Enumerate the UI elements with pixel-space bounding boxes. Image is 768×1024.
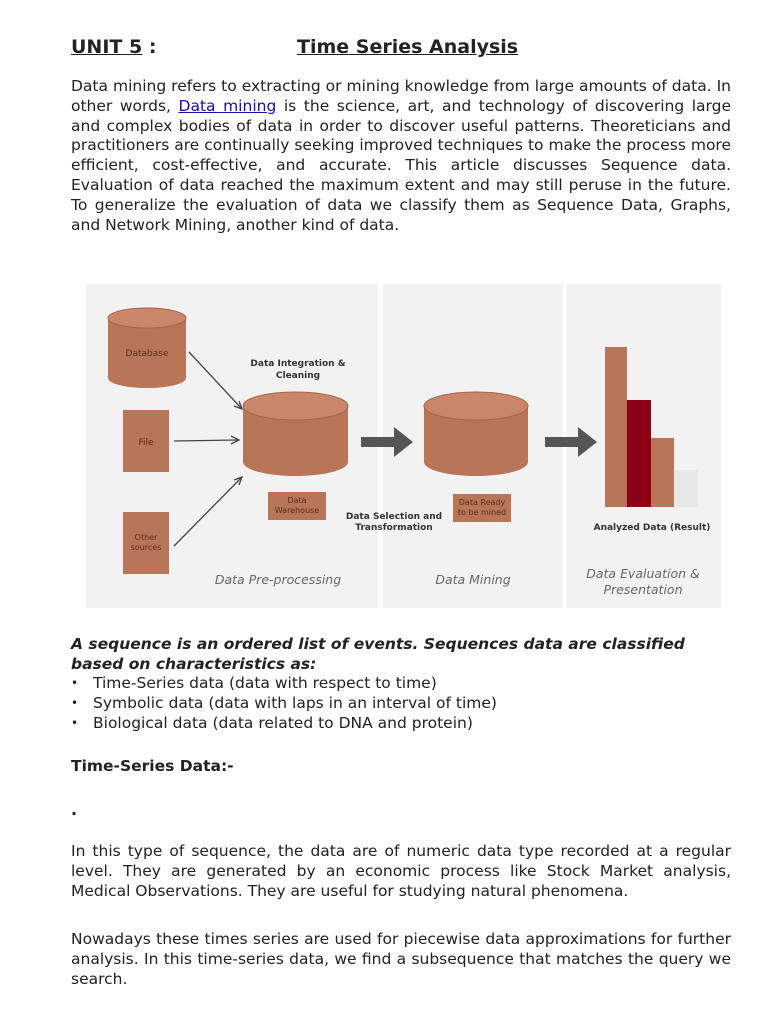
other-sources-label-2: sources	[130, 543, 162, 552]
stray-dot: .	[71, 800, 78, 819]
list-item: • Symbolic data (data with laps in an interval of time)	[71, 693, 497, 712]
sequence-types-list	[71, 674, 497, 733]
selection-label-2: Transformation	[355, 523, 433, 533]
result-bar-4	[674, 470, 698, 507]
integration-label-1: Data Integration &	[250, 359, 346, 369]
bullet-icon: •	[71, 695, 79, 710]
data-mining-link[interactable]: Data mining	[178, 96, 277, 115]
other-sources-box-icon	[123, 512, 169, 574]
file-box-icon	[123, 410, 169, 472]
list-item: • Biological data (data related to DNA and protein)	[71, 713, 473, 732]
page-title	[71, 36, 731, 62]
result-bar-3	[651, 438, 674, 507]
process-diagram	[86, 284, 721, 608]
intro-paragraph: Data mining refers to extracting or mining knowledge from large amounts of data. In other words, Data mining is the science, art, and technology of discovering large and complex bodies of data in order to discover useful patterns. Theoreticians and practitioners are continually seeking improved techniques to make the process more efficient, cost-effective, and accurate. This article discusses Sequence data. Evaluation of data reached the maximum extent and may still peruse in the future. To generalize the evaluation of data we classify them as Sequence Data, Graphs, and Network Mining, another kind of data.	[71, 77, 732, 234]
bullet-icon: •	[71, 676, 79, 690]
sequence-intro: A sequence is an ordered list of events. Sequences data are classified based on characteristics as:	[71, 635, 685, 673]
integration-label-2: Cleaning	[275, 371, 321, 381]
analyzed-label: Analyzed Data (Result)	[593, 523, 711, 533]
stage-evaluation-label-1: Data Evaluation &	[586, 566, 700, 581]
warehouse-cylinder-icon	[243, 392, 348, 476]
list-item: • Time-Series data (data with respect to time)	[71, 674, 437, 692]
file-label: File	[138, 438, 154, 448]
result-bar-1	[605, 347, 627, 507]
ready-label-1: Data Ready	[458, 498, 506, 507]
mining-cylinder-icon	[424, 392, 528, 476]
database-label: Database	[125, 349, 169, 359]
warehouse-label-2: Warehouse	[274, 506, 320, 515]
stage-preprocessing-label: Data Pre-processing	[214, 572, 342, 587]
time-series-paragraph: In this type of sequence, the data are of numeric data type recorded at a regular level. They are generated by an economic process like Stock Market analysis, Medical Observations. They are useful for studying natural phenomena.	[71, 842, 731, 900]
result-bar-2	[627, 400, 651, 507]
stage-mining-label: Data Mining	[435, 572, 511, 587]
ready-label-2: to be mined	[457, 508, 507, 517]
other-sources-label-1: Other	[134, 533, 158, 542]
approximation-paragraph: Nowadays these times series are used for piecewise data approximations for further analysis. In this time-series data, we find a subsequence that matches the query we search.	[71, 930, 731, 988]
data-mining-process-figure	[86, 284, 721, 608]
topic-title: Time Series Analysis	[297, 36, 519, 58]
time-series-heading: Time-Series Data:-	[71, 757, 234, 775]
bullet-icon: •	[71, 715, 79, 730]
selection-label-1: Data Selection and	[345, 512, 443, 522]
stage-evaluation-label-2: Presentation	[603, 582, 683, 597]
unit-heading: UNIT 5 :	[71, 36, 157, 58]
warehouse-label-1: Data	[287, 496, 307, 505]
database-cylinder-icon	[108, 308, 186, 388]
